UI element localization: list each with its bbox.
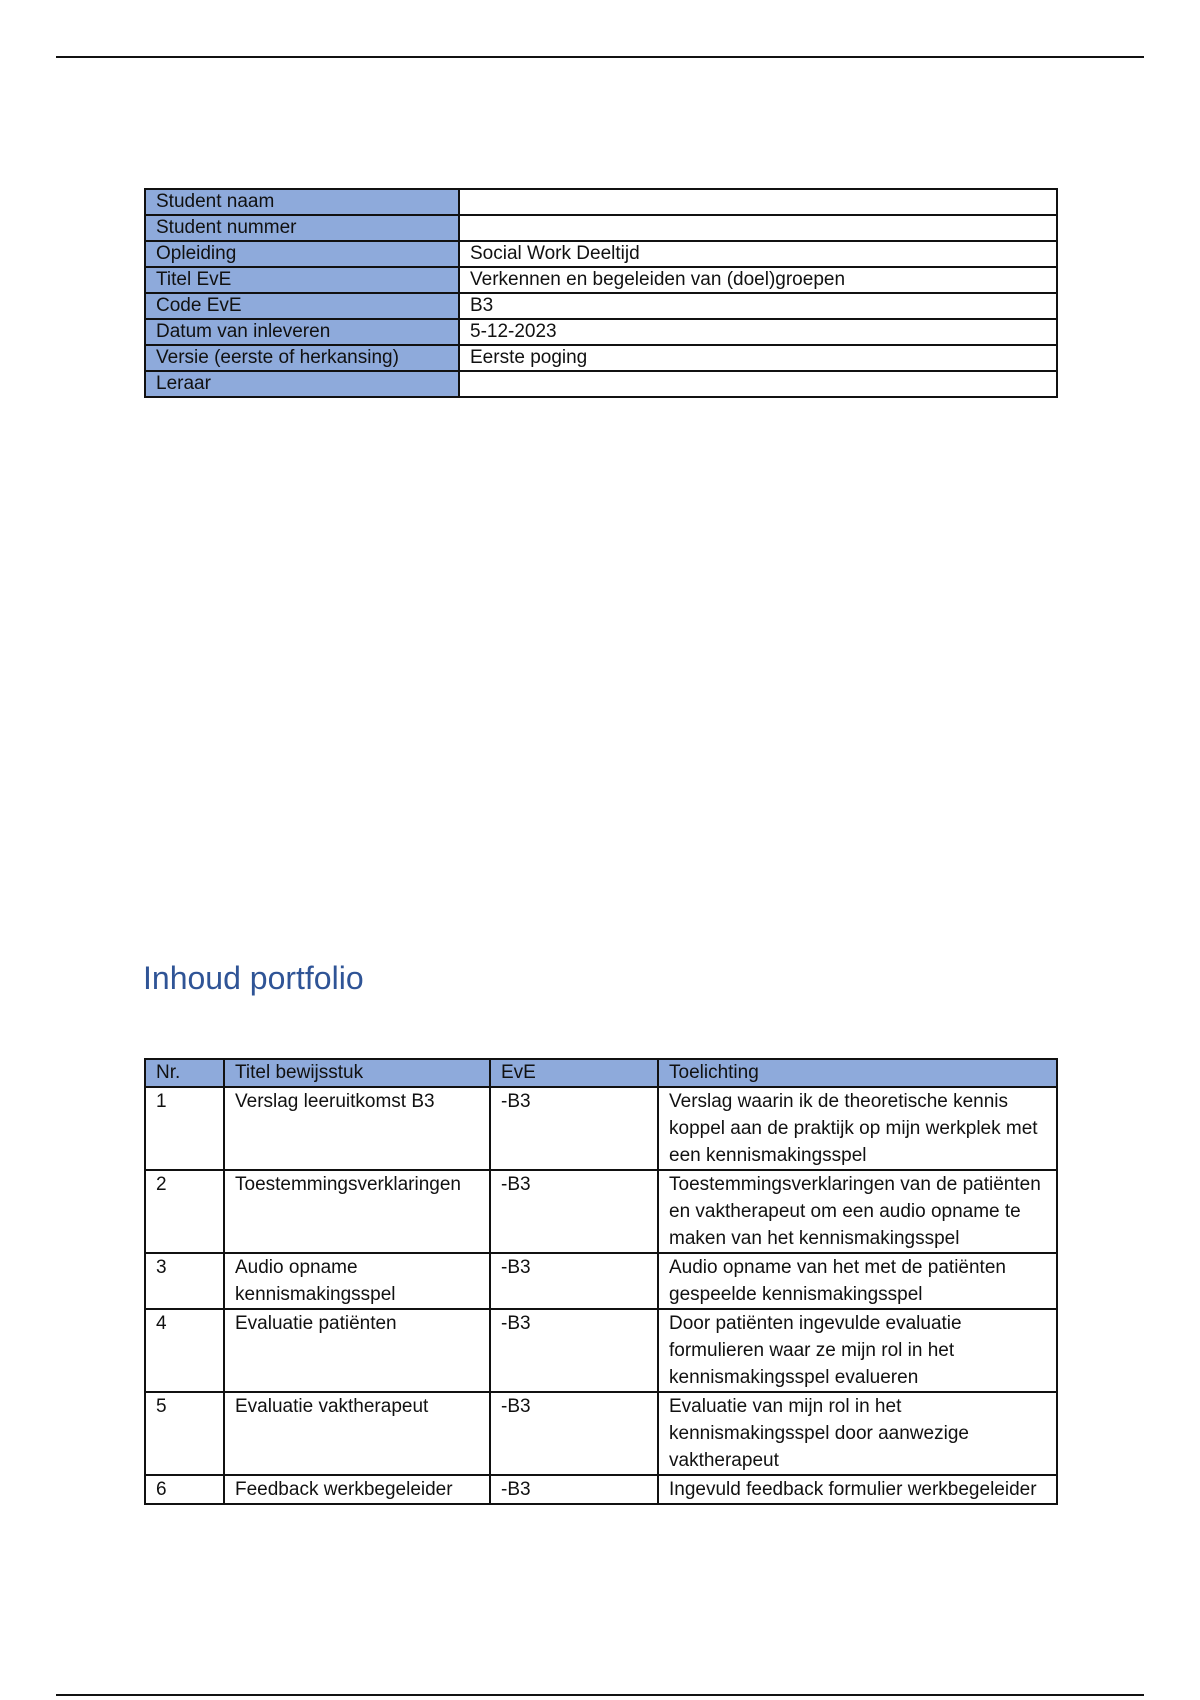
cell-nr: 4 <box>145 1309 224 1392</box>
table-row <box>145 1475 1057 1504</box>
section-heading: Inhoud portfolio <box>143 960 364 996</box>
cell-eve: -B3 <box>490 1309 658 1392</box>
portfolio-contents-table <box>144 1058 1058 1505</box>
table-row <box>145 293 1057 319</box>
table-header-row <box>145 1059 1057 1087</box>
info-value: 5-12-2023 <box>459 319 1057 345</box>
cell-nr: 3 <box>145 1253 224 1309</box>
info-value <box>459 371 1057 397</box>
table-row <box>145 1087 1057 1170</box>
table-row <box>145 345 1057 371</box>
info-label: Leraar <box>145 371 459 397</box>
footer-rule <box>56 1694 1144 1696</box>
student-info-table <box>144 188 1058 398</box>
column-header-toelichting: Toelichting <box>658 1059 1057 1087</box>
table-row <box>145 215 1057 241</box>
cell-toelichting: Door patiënten ingevulde evaluatie formulieren waar ze mijn rol in het kennismakingsspel evalueren <box>658 1309 1057 1392</box>
cell-nr: 6 <box>145 1475 224 1504</box>
cell-toelichting: Toestemmingsverklaringen van de patiënten en vaktherapeut om een audio opname te maken van het kennismakingsspel <box>658 1170 1057 1253</box>
cell-title: Toestemmingsverklaringen <box>224 1170 490 1253</box>
info-label: Code EvE <box>145 293 459 319</box>
info-value: Eerste poging <box>459 345 1057 371</box>
table-row <box>145 1392 1057 1475</box>
cell-title: Feedback werkbegeleider <box>224 1475 490 1504</box>
info-label: Opleiding <box>145 241 459 267</box>
info-value <box>459 215 1057 241</box>
cell-eve: -B3 <box>490 1087 658 1170</box>
info-label: Student nummer <box>145 215 459 241</box>
table-row <box>145 189 1057 215</box>
column-header-eve: EvE <box>490 1059 658 1087</box>
cell-title: Verslag leeruitkomst B3 <box>224 1087 490 1170</box>
cell-nr: 5 <box>145 1392 224 1475</box>
column-header-title: Titel bewijsstuk <box>224 1059 490 1087</box>
info-value: Social Work Deeltijd <box>459 241 1057 267</box>
column-header-nr: Nr. <box>145 1059 224 1087</box>
table-row <box>145 371 1057 397</box>
table-row <box>145 1253 1057 1309</box>
info-label: Datum van inleveren <box>145 319 459 345</box>
cell-toelichting: Audio opname van het met de patiënten gespeelde kennismakingsspel <box>658 1253 1057 1309</box>
cell-title: Evaluatie patiënten <box>224 1309 490 1392</box>
info-label: Titel EvE <box>145 267 459 293</box>
cell-nr: 1 <box>145 1087 224 1170</box>
cell-eve: -B3 <box>490 1392 658 1475</box>
cell-eve: -B3 <box>490 1475 658 1504</box>
table-row <box>145 1170 1057 1253</box>
header-rule <box>56 56 1144 58</box>
info-value: B3 <box>459 293 1057 319</box>
info-value <box>459 189 1057 215</box>
table-row <box>145 241 1057 267</box>
cell-title: Evaluatie vaktherapeut <box>224 1392 490 1475</box>
cell-toelichting: Ingevuld feedback formulier werkbegeleider <box>658 1475 1057 1504</box>
info-label: Versie (eerste of herkansing) <box>145 345 459 371</box>
cell-toelichting: Verslag waarin ik de theoretische kennis koppel aan de praktijk op mijn werkplek met een kennismakingsspel <box>658 1087 1057 1170</box>
info-label: Student naam <box>145 189 459 215</box>
info-value: Verkennen en begeleiden van (doel)groepen <box>459 267 1057 293</box>
table-row <box>145 319 1057 345</box>
cell-nr: 2 <box>145 1170 224 1253</box>
cell-eve: -B3 <box>490 1170 658 1253</box>
cell-toelichting: Evaluatie van mijn rol in het kennismakingsspel door aanwezige vaktherapeut <box>658 1392 1057 1475</box>
table-row <box>145 267 1057 293</box>
cell-title: Audio opname kennismakingsspel <box>224 1253 490 1309</box>
table-row <box>145 1309 1057 1392</box>
cell-eve: -B3 <box>490 1253 658 1309</box>
